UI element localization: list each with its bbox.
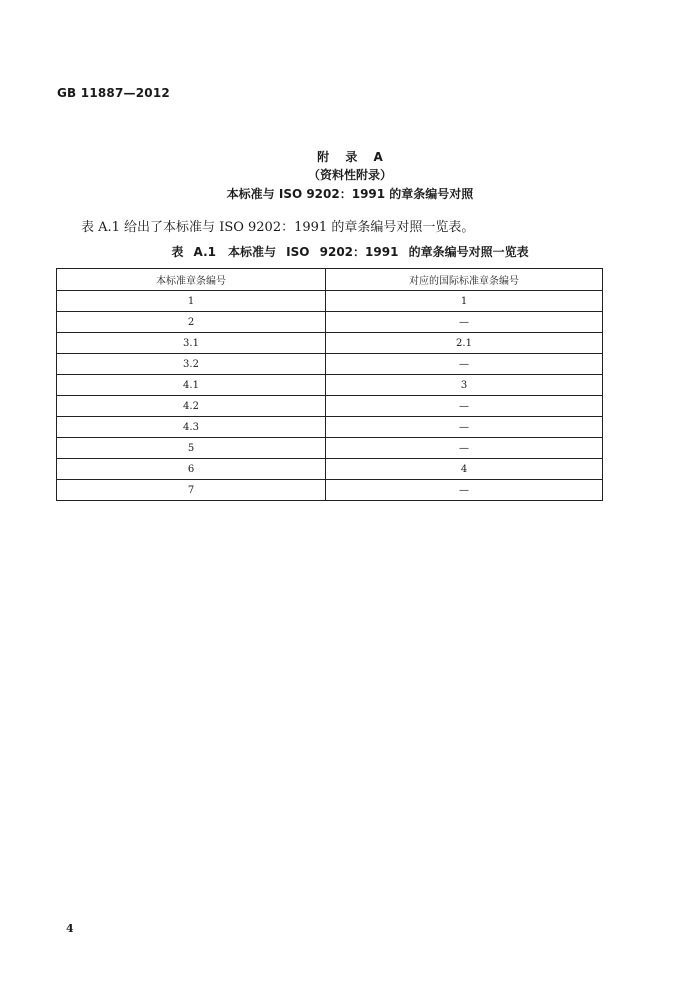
cell-this-standard: 3.1 — [57, 333, 326, 354]
table-row — [57, 438, 603, 459]
table-row — [57, 480, 603, 501]
table-row — [57, 396, 603, 417]
cell-this-standard: 7 — [57, 480, 326, 501]
cell-this-standard: 2 — [57, 312, 326, 333]
cell-iso-clause: — — [326, 438, 603, 459]
header-this-standard: 本标准章条编号 — [57, 269, 326, 291]
cell-this-standard: 5 — [57, 438, 326, 459]
table-row — [57, 291, 603, 312]
cell-iso-clause: 1 — [326, 291, 603, 312]
table-row — [57, 333, 603, 354]
cell-iso-clause: — — [326, 417, 603, 438]
table-row — [57, 375, 603, 396]
cell-iso-clause: 3 — [326, 375, 603, 396]
cell-this-standard: 4.2 — [57, 396, 326, 417]
cell-this-standard: 6 — [57, 459, 326, 480]
page-number: 4 — [66, 922, 74, 935]
table-row — [57, 312, 603, 333]
table-row — [57, 354, 603, 375]
cell-iso-clause: — — [326, 480, 603, 501]
header-international-standard: 对应的国际标准章条编号 — [326, 269, 603, 291]
table-caption: 表 A.1 本标准与 ISO 9202：1991 的章条编号对照一览表 — [171, 245, 529, 259]
cell-iso-clause: — — [326, 396, 603, 417]
table-row — [57, 417, 603, 438]
standard-number: GB 11887—2012 — [57, 86, 170, 100]
cell-iso-clause: 2.1 — [326, 333, 603, 354]
intro-paragraph: 表 A.1 给出了本标准与 ISO 9202：1991 的章条编号对照一览表。 — [81, 220, 475, 235]
cell-this-standard: 4.1 — [57, 375, 326, 396]
cell-this-standard: 1 — [57, 291, 326, 312]
table-header-row — [57, 269, 603, 291]
annex-subtitle: 本标准与 ISO 9202：1991 的章条编号对照 — [226, 187, 474, 201]
cell-iso-clause: 4 — [326, 459, 603, 480]
clause-mapping-table — [56, 268, 603, 501]
cell-this-standard: 3.2 — [57, 354, 326, 375]
annex-type: （资料性附录） — [307, 168, 392, 182]
cell-this-standard: 4.3 — [57, 417, 326, 438]
cell-iso-clause: — — [326, 354, 603, 375]
annex-title: 附 录 A — [317, 150, 389, 164]
cell-iso-clause: — — [326, 312, 603, 333]
table-row — [57, 459, 603, 480]
